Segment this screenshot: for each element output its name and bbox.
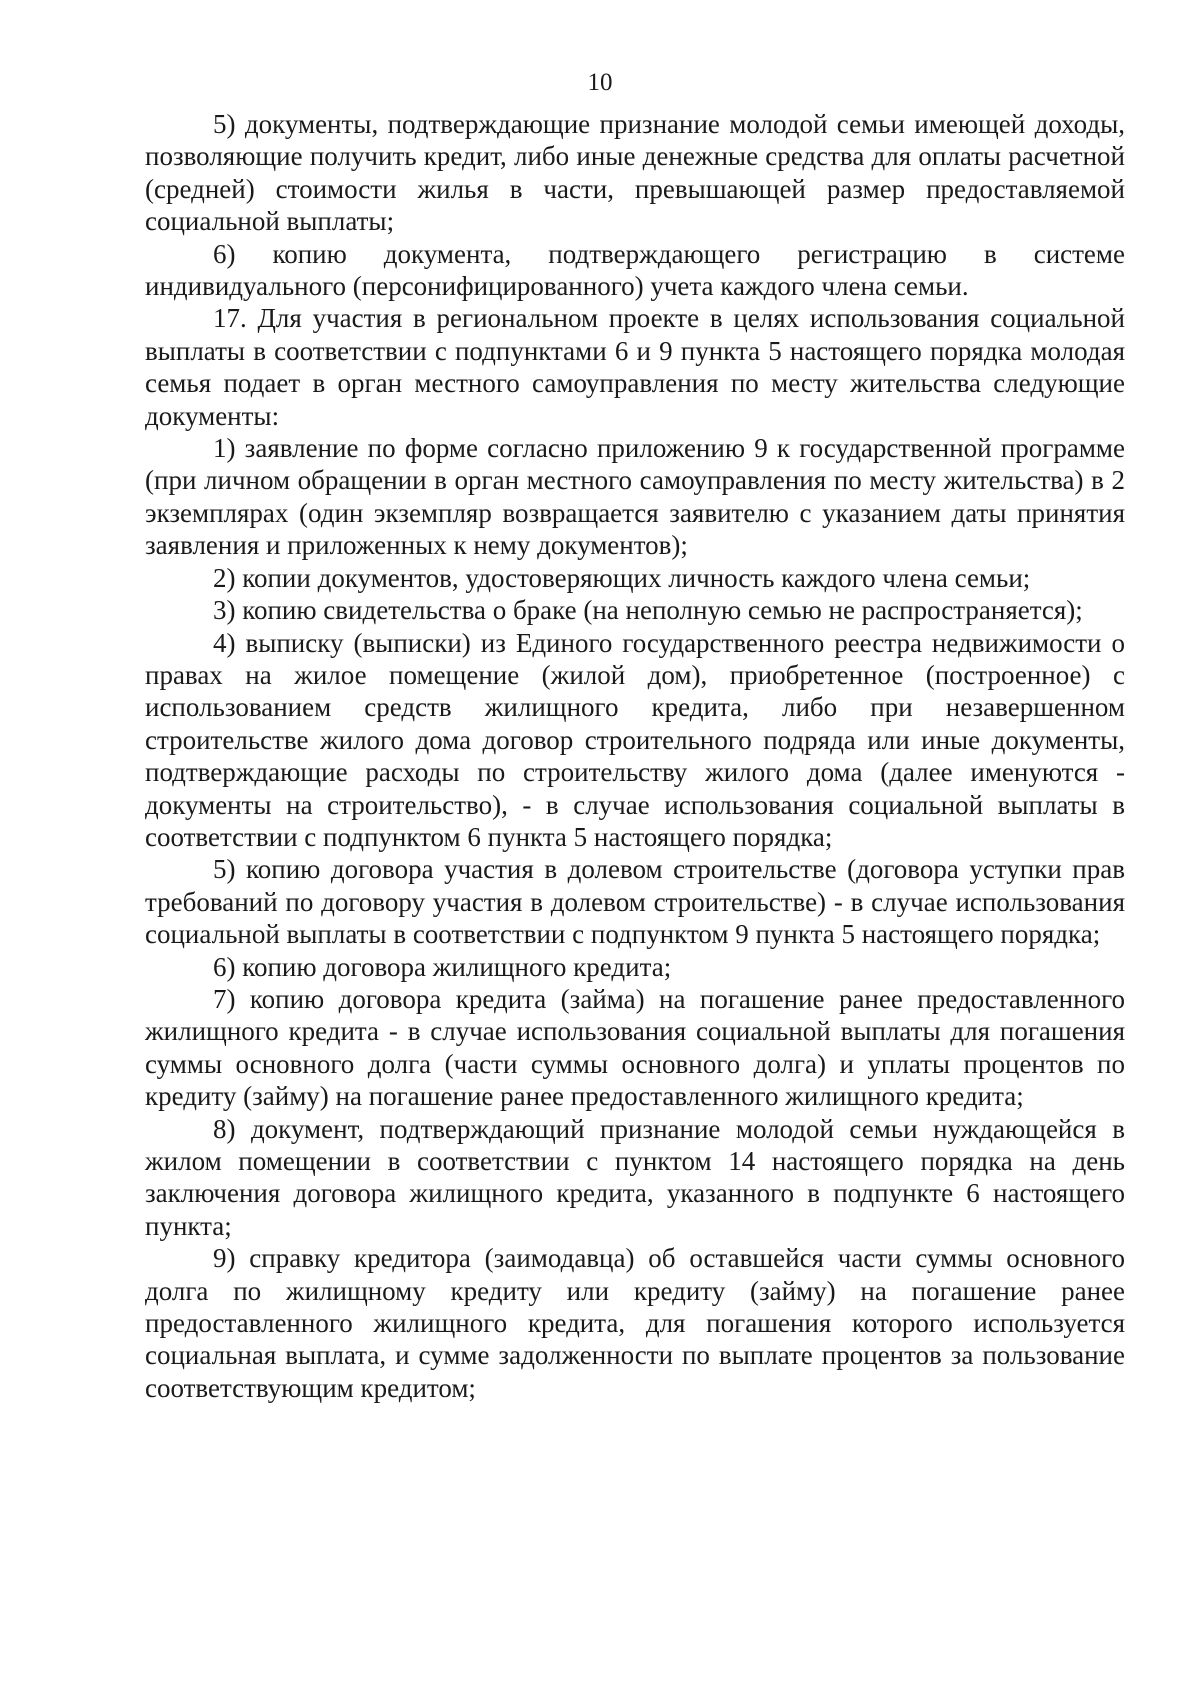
document-body bbox=[145, 108, 1125, 1404]
paragraph-item-6-registration-copy: 6) копию документа, подтверждающего регистрацию в системе индивидуального (персонифицированного) учета каждого члена семьи. bbox=[145, 238, 1125, 302]
paragraph-item-3-marriage-certificate: 3) копию свидетельства о браке (на неполную семью не распространяется); bbox=[213, 595, 1083, 626]
paragraph-item-4-registry-extract: 4) выписку (выписки) из Единого государственного реестра недвижимости о правах на жилое помещение (жилой дом), приобретенное (построенное) с использованием средств жилищного кредита, либо при незавершенном строительстве жилого дома договор строительного подряда или иные документы, подтверждающие расходы по строительству жилого дома (далее именуются - документы на строительство), - в случае использования социальной выплаты в соответствии с подпунктом 6 пункта 5 настоящего порядка; bbox=[145, 627, 1125, 852]
paragraph-item-6-housing-loan: 6) копию договора жилищного кредита; bbox=[213, 951, 672, 982]
paragraph-item-5-income-documents: 5) документы, подтверждающие признание молодой семьи имеющей доходы, позволяющие получить кредит, либо иные денежные средства для оплаты расчетной (средней) стоимости жилья в части, превышающей размер предоставляемой социальной выплаты; bbox=[145, 109, 1125, 237]
paragraph-item-7-refinancing-loan: 7) копию договора кредита (займа) на погашение ранее предоставленного жилищного кредита - в случае использования социальной выплаты для погашения суммы основного долга (части суммы основного долга) и уплаты процентов по кредиту (займу) на погашение ранее предоставленного жилищного кредита; bbox=[145, 983, 1125, 1112]
paragraph-item-1-application: 1) заявление по форме согласно приложению 9 к государственной программе (при личном обращении в орган местного самоуправления по месту жительства) в 2 экземплярах (один экземпляр возвращается заявителю с указанием даты принятия заявления и приложенных к нему документов); bbox=[145, 433, 1125, 561]
paragraph-section-17: 17. Для участия в региональном проекте в целях использования социальной выплаты в соответствии с подпунктами 6 и 9 пункта 5 настоящего порядка молодая семья подает в орган местного самоуправления по месту жительства следующие документы: bbox=[145, 303, 1125, 431]
paragraph-item-5-shared-construction: 5) копию договора участия в долевом строительстве (договора уступки прав требований по договору участия в долевом строительстве) - в случае использования социальной выплаты в соответствии с подпунктом 9 пункта 5 настоящего порядка; bbox=[145, 854, 1125, 950]
paragraph-item-8-need-recognition: 8) документ, подтверждающий признание молодой семьи нуждающейся в жилом помещении в соответствии с пунктом 14 настоящего порядка на день заключения договора жилищного кредита, указанного в подпункте 6 настоящего пункта; bbox=[145, 1113, 1125, 1241]
page-number: 10 bbox=[587, 69, 613, 96]
paragraph-item-9-creditor-certificate: 9) справку кредитора (заимодавца) об оставшейся части суммы основного долга по жилищному кредиту или кредиту (займу) на погашение ранее предоставленного жилищного кредита, для погашения которого используется социальная выплата, и сумме задолженности по выплате процентов за пользование соответствующим кредитом; bbox=[145, 1243, 1125, 1403]
paragraph-item-2-identity-copies: 2) копии документов, удостоверяющих личность каждого члена семьи; bbox=[213, 562, 1031, 593]
